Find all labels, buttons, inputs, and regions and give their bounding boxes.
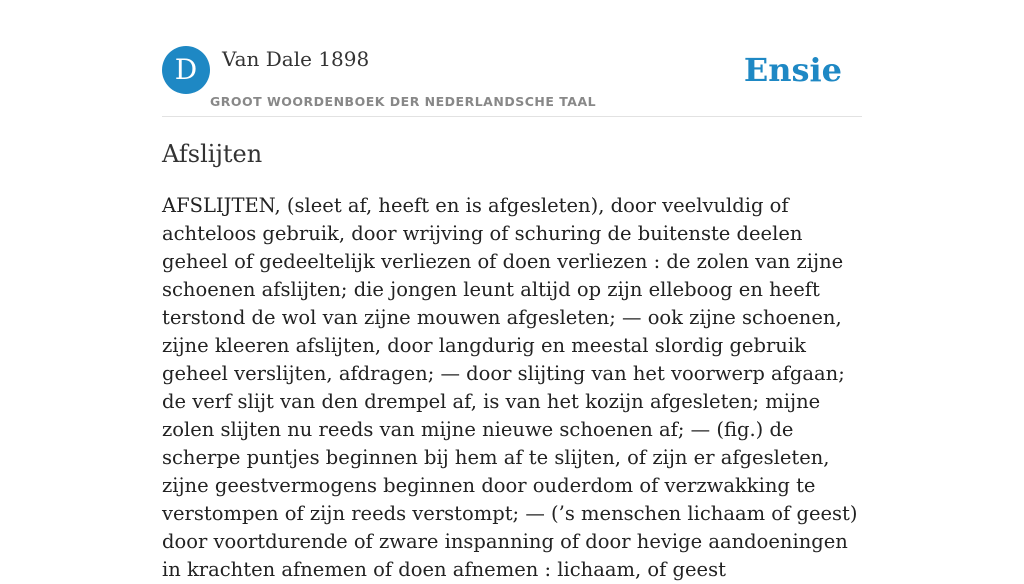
page-header (162, 46, 862, 117)
source-subtitle: GROOT WOORDENBOEK DER NEDERLANDSCHE TAAL (210, 94, 597, 109)
entry-title: Afslijten (162, 140, 263, 168)
entry-body: AFSLIJTEN, (sleet af, heeft en is afgesleten), door veelvuldig of achteloos gebruik, door wrijving of schuring de buitenste deelen geheel of gedeeltelijk verliezen of doen verliezen : de zolen van zijne schoenen afslijten; die jongen leunt altijd op zijn elleboog en heeft terstond de wol van zijne mouwen afgesleten; — ook zijne schoenen, zijne kleeren afslijten, door langdurig en meestal slordig gebruik geheel verslijten, afdragen; — door slijting van het voorwerp afgaan; de verf slijt van den drempel af, is van het kozijn afgesleten; mijne zolen slijten nu reeds van mijne nieuwe schoenen af; — (fig.) de scherpe puntjes beginnen bij hem af te slijten, of zijn er afgesleten, zijne geestvermogens beginnen door ouderdom of verzwakking te verstompen of zijn reeds verstompt; — (’s menschen lichaam of geest) door voortdurende of zware inspanning of door hevige aandoeningen in krachten afnemen of doen afnemen : lichaam, of geest (162, 194, 858, 581)
source-logo-icon[interactable]: D (162, 46, 210, 94)
ensie-logo-link[interactable]: Ensie (743, 51, 842, 89)
source-title[interactable]: Van Dale 1898 (222, 47, 370, 71)
